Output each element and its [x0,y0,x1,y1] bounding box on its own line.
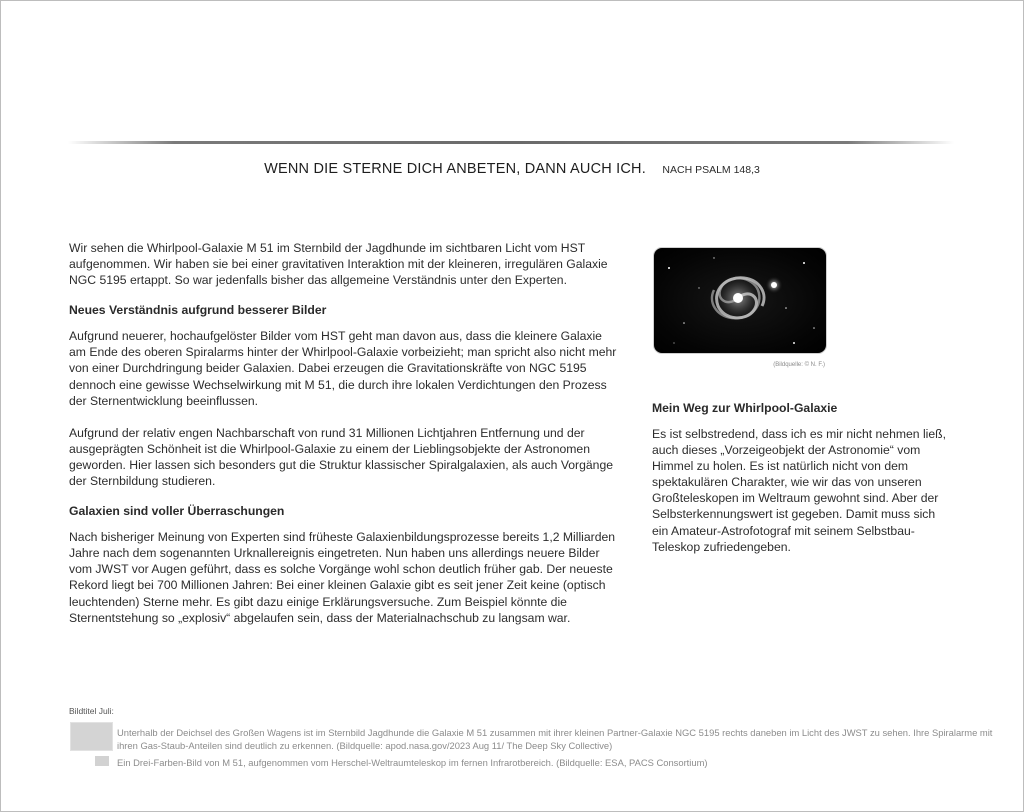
header-rule [68,141,954,144]
galaxy-image [654,248,826,353]
motto-source: NACH PSALM 148,3 [662,164,760,176]
section2-heading: Galaxien sind voller Überraschungen [69,504,285,519]
photo-credit: (Bildquelle: © N. F.) [773,362,825,368]
section1-paragraph-1: Aufgrund neuerer, hochaufgelöster Bilder vom HST geht man davon aus, dass die kleinere Galaxie am Ende des oberen Spiralarms hinter der Whirlpool-Galaxie vorbeizieht; man spricht also nicht mehr von einer Durchdringung beider Galaxien. Dabei erzeugen die Gravitationskräfte von NGC 5195 dennoch eine gewisse Wechselwirkung mit M 51, die durch ihre lokalen Verdichtungen den Prozess der Sternentwicklung beeinflussen. [69,329,617,408]
caption-thumbnail-2 [95,756,109,766]
motto-text: WENN DIE STERNE DICH ANBETEN, DANN AUCH ICH. [264,161,646,177]
motto [0,160,1024,178]
sidebar-column [652,400,952,555]
caption-1: Unterhalb der Deichsel des Großen Wagens ist im Sternbild Jagdhunde die Galaxie M 51 zusammen mit ihrer kleinen Partner-Galaxie NGC 5195 rechts daneben im Licht des JWST zu sehen. Ihre Spiralarme mit ihren Gas-Staub-Anteilen sind deutlich zu erkennen. (Bildquelle: apod.nasa.gov/2023 Aug 11/ The Deep Sky Collective) [117,727,993,751]
caption-title: Bildtitel Juli: [69,706,114,716]
section1-paragraph-2: Aufgrund der relativ engen Nachbarschaft von rund 31 Millionen Lichtjahren Entfernung und der ausgeprägten Schönheit ist die Whirlpool-Galaxie zu einem der Lieblingsobjekte der Astronomen geworden. Hier lassen sich besonders gut die Struktur klassischer Spiralgalaxien, als auch Vorgänge der Sternbildung studieren. [69,425,613,489]
sidebar-heading: Mein Weg zur Whirlpool-Galaxie [652,401,838,415]
section1-heading: Neues Verständnis aufgrund besserer Bilder [69,303,327,318]
sidebar-paragraph: Es ist selbstredend, dass ich es mir nicht nehmen ließ, auch dieses „Vorzeigeobjekt der Astronomie“ vom Himmel zu holen. Es ist natürlich nicht von dem spektakulären Charakter, wie wir das von unseren Großteleskopen im Weltraum gewohnt sind. Aber der Selbsterkennungswert ist gegeben. Damit muss sich ein Amateur-Astrofotograf mit seinem Selbstbau-Teleskop zufriedengeben. [652,427,946,554]
caption-thumbnail-1 [70,722,113,751]
intro-paragraph: Wir sehen die Whirlpool-Galaxie M 51 im Sternbild der Jagdhunde im sichtbaren Licht vom HST aufgenommen. Wir haben sie bei einer gravitativen Interaktion mit der kleineren, irregulären Galaxie NGC 5195 ertappt. So war jedenfalls bisher das allgemeine Verständnis unter den Experten. [69,241,608,288]
section2-paragraph-1: Nach bisheriger Meinung von Experten sind früheste Galaxienbildungsprozesse bereits 1,2 Milliarden Jahre nach dem sogenannten Urknallereignis eingetreten. Nun haben uns allerdings neuere Bilder vom JWST vor Augen geführt, dass es solche Vorgänge wohl schon deutlich früher gab. Der neueste Rekord liegt bei 700 Millionen Jahren: Bei einer kleinen Galaxie gibt es seit jener Zeit keine (optisch leuchtenden) Sterne mehr. Es gibt dazu einige Erklärungsversuche. Zum Beispiel könnte die Sternentstehung so „explosiv“ abgelaufen sein, dass der Materialnachschub zu langsam war. [69,530,616,625]
caption-2: Ein Drei-Farben-Bild von M 51, aufgenommen vom Herschel-Weltraumteleskop im fernen Infrarotbereich. (Bildquelle: ESA, PACS Consortium) [117,757,708,768]
whirlpool-galaxy-photo [653,247,827,354]
article-column [69,240,617,626]
